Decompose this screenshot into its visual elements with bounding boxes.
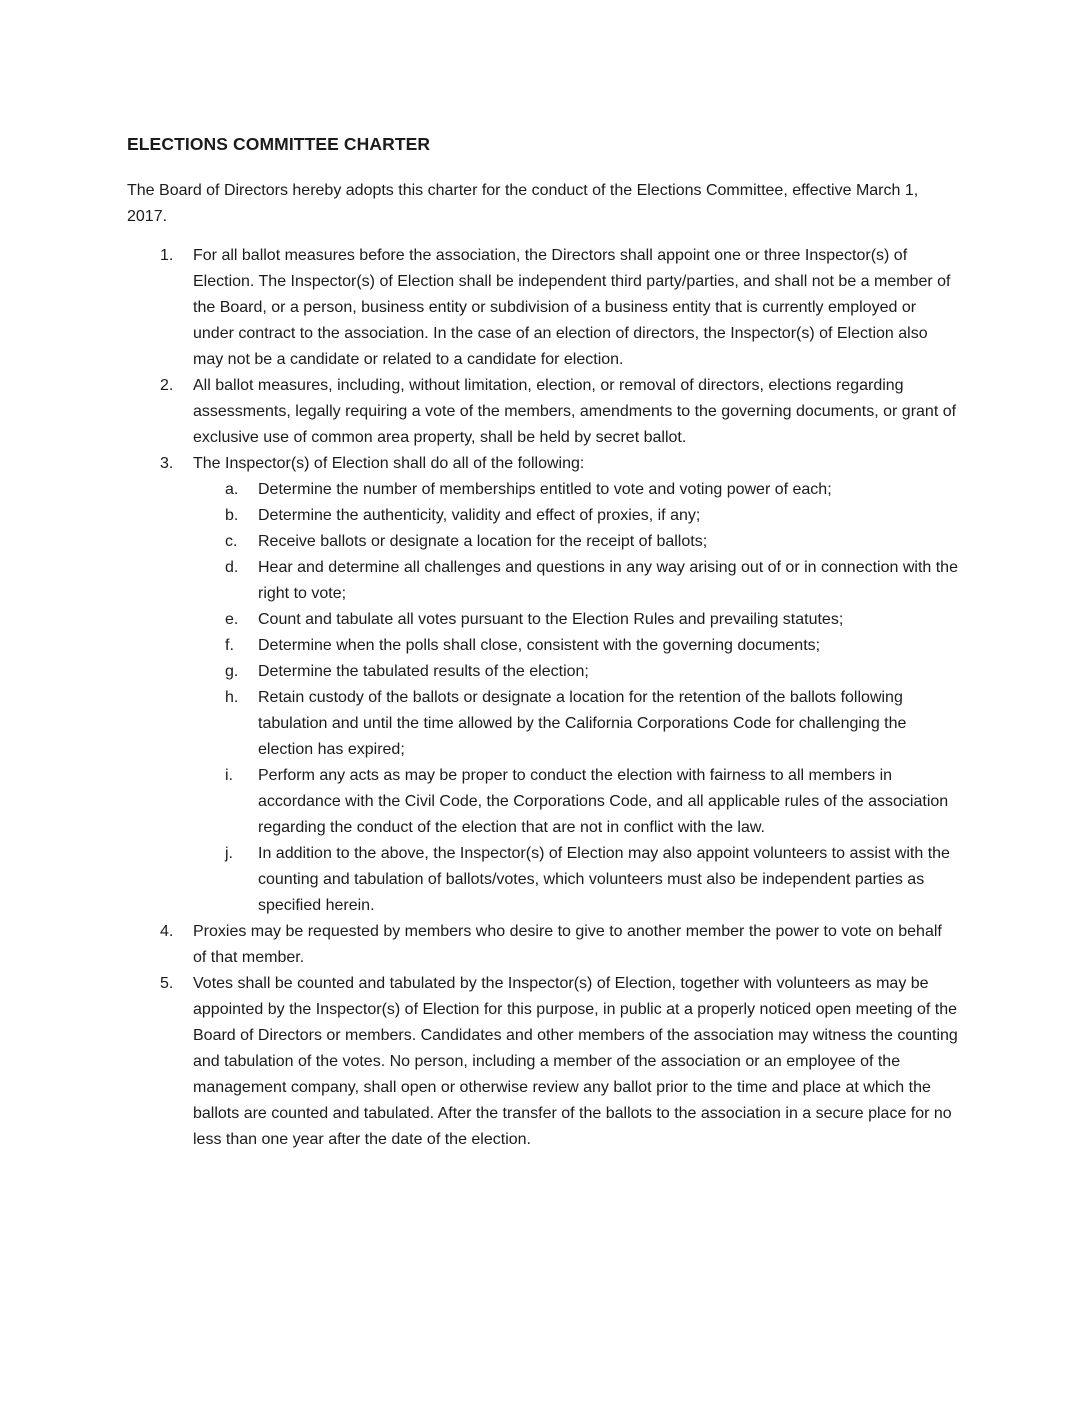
sub-item-j: [225, 841, 958, 919]
sub-item-text: Determine when the polls shall close, consistent with the governing documents;: [258, 637, 821, 654]
sub-item-marker: e.: [225, 611, 239, 628]
list-marker: 1.: [160, 247, 174, 264]
sub-item-text: In addition to the above, the Inspector(s) of Election may also appoint volunteers to assist with the counting and tabulation of ballots/votes, which volunteers must also be independent parties as specified herein.: [258, 845, 950, 914]
sub-item-marker: d.: [225, 559, 239, 576]
list-item-text: For all ballot measures before the association, the Directors shall appoint one or three Inspector(s) of Election. The Inspector(s) of Election shall be independent third party/parties, and shall not be a member of the Board, or a person, business entity or subdivision of a business entity that is currently employed or under contract to the association. In the case of an election of directors, the Inspector(s) of Election also may not be a candidate or related to a candidate for election.: [193, 247, 951, 368]
sub-item-i: [225, 763, 958, 841]
list-item-body: [193, 451, 958, 919]
sub-item-text: Count and tabulate all votes pursuant to the Election Rules and prevailing statutes;: [258, 611, 844, 628]
intro-paragraph: The Board of Directors hereby adopts this charter for the conduct of the Elections Committee, effective March 1, 2017.: [127, 182, 919, 225]
sub-item-a: [225, 477, 958, 503]
list-item-5: [160, 971, 958, 1153]
sub-item-b: [225, 503, 958, 529]
list-item-text: All ballot measures, including, without limitation, election, or removal of directors, elections regarding assessments, legally requiring a vote of the members, amendments to the governing documents, or grant of exclusive use of common area property, shall be held by secret ballot.: [193, 377, 957, 446]
sub-item-c: [225, 529, 958, 555]
list-marker: 2.: [160, 377, 174, 394]
list-item-text: Votes shall be counted and tabulated by the Inspector(s) of Election, together with volunteers as may be appointed by the Inspector(s) of Election for this purpose, in public at a properly noticed open meeting of the Board of Directors or members. Candidates and other members of the association may witness the counting and tabulation of the votes. No person, including a member of the association or an employee of the management company, shall open or otherwise review any ballot prior to the time and place at which the ballots are counted and tabulated. After the transfer of the ballots to the association in a secure place for no less than one year after the date of the election.: [193, 975, 958, 1148]
sub-item-marker: j.: [225, 845, 233, 862]
sub-lettered-list: [225, 477, 958, 919]
sub-item-text: Hear and determine all challenges and questions in any way arising out of or in connection with the right to vote;: [258, 559, 958, 602]
list-item-3: [160, 451, 958, 919]
sub-item-d: [225, 555, 958, 607]
sub-item-h: [225, 685, 958, 763]
list-marker: 4.: [160, 923, 174, 940]
sub-item-f: [225, 633, 958, 659]
sub-item-text: Determine the number of memberships entitled to vote and voting power of each;: [258, 481, 832, 498]
sub-item-text: Perform any acts as may be proper to conduct the election with fairness to all members in accordance with the Civil Code, the Corporations Code, and all applicable rules of the association regarding the conduct of the election that are not in conflict with the law.: [258, 767, 949, 836]
sub-item-marker: i.: [225, 767, 233, 784]
list-item-2: [160, 373, 958, 451]
sub-item-text: Retain custody of the ballots or designate a location for the retention of the ballots following tabulation and until the time allowed by the California Corporations Code for challenging the election has expired;: [258, 689, 907, 758]
sub-item-text: Determine the tabulated results of the election;: [258, 663, 589, 680]
list-marker: 5.: [160, 975, 174, 992]
sub-item-e: [225, 607, 958, 633]
sub-item-marker: b.: [225, 507, 239, 524]
sub-item-text: Receive ballots or designate a location for the receipt of ballots;: [258, 533, 708, 550]
sub-item-marker: h.: [225, 689, 239, 706]
sub-item-marker: g.: [225, 663, 239, 680]
list-item-1: [160, 243, 958, 373]
sub-item-text: Determine the authenticity, validity and effect of proxies, if any;: [258, 507, 701, 524]
sub-item-marker: a.: [225, 481, 239, 498]
list-item-text: Proxies may be requested by members who desire to give to another member the power to vote on behalf of that member.: [193, 923, 942, 966]
main-numbered-list: [160, 243, 958, 1153]
list-item-text: The Inspector(s) of Election shall do all of the following:: [193, 455, 585, 472]
list-item-4: [160, 919, 958, 971]
sub-item-marker: f.: [225, 637, 234, 654]
page-title: ELECTIONS COMMITTEE CHARTER: [127, 134, 431, 154]
sub-item-g: [225, 659, 958, 685]
list-marker: 3.: [160, 455, 174, 472]
sub-item-marker: c.: [225, 533, 238, 550]
